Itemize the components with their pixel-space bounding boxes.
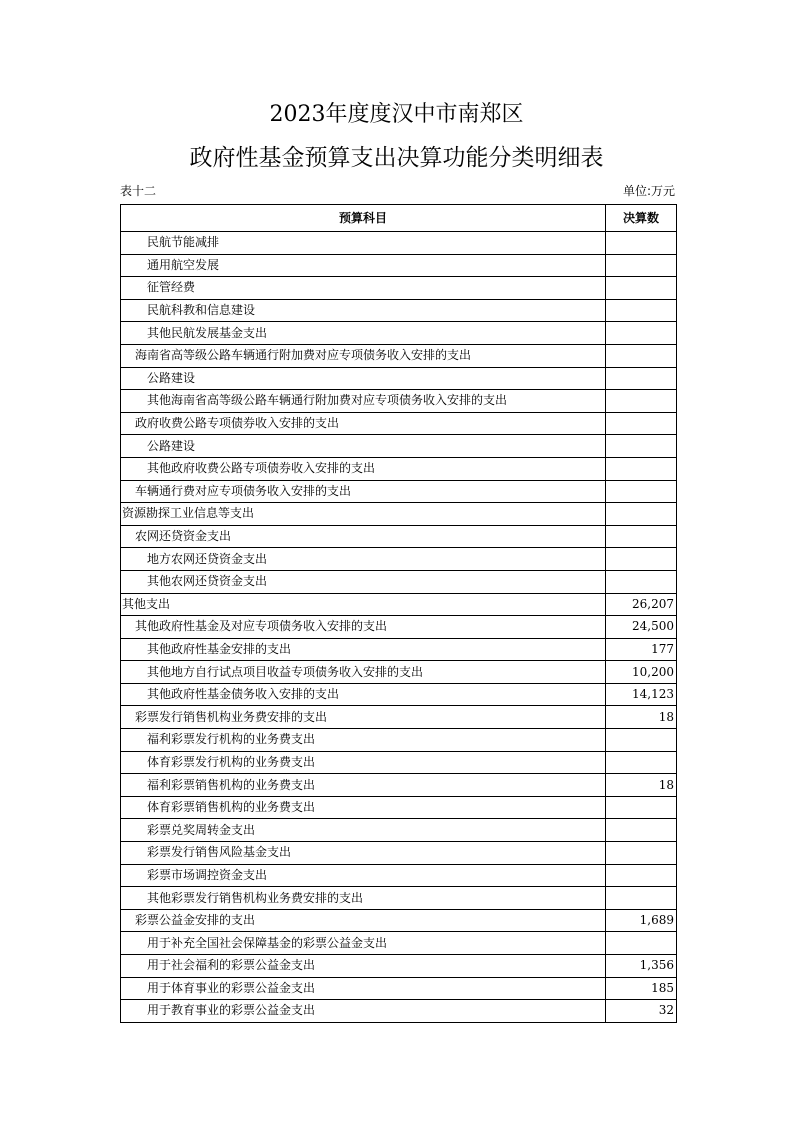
table-row xyxy=(121,344,677,367)
row-subject: 公路建设 xyxy=(121,367,606,390)
row-amount: 1,356 xyxy=(606,955,677,978)
row-amount xyxy=(606,842,677,865)
row-amount: 24,500 xyxy=(606,616,677,639)
row-subject: 其他海南省高等级公路车辆通行附加费对应专项债务收入安排的支出 xyxy=(121,390,606,413)
table-row xyxy=(121,887,677,910)
table-row xyxy=(121,842,677,865)
table-header-row xyxy=(121,205,677,232)
table-row xyxy=(121,751,677,774)
row-amount xyxy=(606,503,677,526)
row-amount: 1,689 xyxy=(606,909,677,932)
table-body xyxy=(121,232,677,1023)
row-subject: 体育彩票销售机构的业务费支出 xyxy=(121,796,606,819)
row-amount xyxy=(606,887,677,910)
row-amount xyxy=(606,796,677,819)
row-subject: 车辆通行费对应专项债务收入安排的支出 xyxy=(121,480,606,503)
table-row xyxy=(121,774,677,797)
row-amount xyxy=(606,932,677,955)
row-subject: 用于社会福利的彩票公益金支出 xyxy=(121,955,606,978)
page-title-line1: 2023年度度汉中市南郑区 xyxy=(269,102,524,127)
row-amount xyxy=(606,548,677,571)
row-amount xyxy=(606,525,677,548)
row-amount xyxy=(606,412,677,435)
row-subject: 民航节能减排 xyxy=(121,232,606,255)
row-amount xyxy=(606,254,677,277)
row-subject: 政府收费公路专项债券收入安排的支出 xyxy=(121,412,606,435)
row-subject: 彩票发行销售风险基金支出 xyxy=(121,842,606,865)
row-amount: 10,200 xyxy=(606,661,677,684)
row-amount xyxy=(606,480,677,503)
table-row xyxy=(121,864,677,887)
table-row xyxy=(121,390,677,413)
row-amount xyxy=(606,299,677,322)
table-row xyxy=(121,570,677,593)
row-amount: 14,123 xyxy=(606,683,677,706)
row-subject: 福利彩票发行机构的业务费支出 xyxy=(121,729,606,752)
column-header-amount: 决算数 xyxy=(606,205,677,232)
table-row xyxy=(121,548,677,571)
row-amount: 32 xyxy=(606,1000,677,1023)
row-subject: 通用航空发展 xyxy=(121,254,606,277)
row-subject: 地方农网还贷资金支出 xyxy=(121,548,606,571)
row-subject: 其他政府性基金债务收入安排的支出 xyxy=(121,683,606,706)
row-subject: 资源勘探工业信息等支出 xyxy=(121,503,606,526)
row-amount: 18 xyxy=(606,774,677,797)
table-row xyxy=(121,232,677,255)
table-row xyxy=(121,796,677,819)
row-amount xyxy=(606,344,677,367)
row-subject: 其他地方自行试点项目收益专项债务收入安排的支出 xyxy=(121,661,606,684)
table-row xyxy=(121,909,677,932)
row-subject: 福利彩票销售机构的业务费支出 xyxy=(121,774,606,797)
row-subject: 用于教育事业的彩票公益金支出 xyxy=(121,1000,606,1023)
row-amount xyxy=(606,729,677,752)
table-row xyxy=(121,977,677,1000)
row-amount: 26,207 xyxy=(606,593,677,616)
row-subject: 其他彩票发行销售机构业务费安排的支出 xyxy=(121,887,606,910)
row-subject: 彩票公益金安排的支出 xyxy=(121,909,606,932)
table-row xyxy=(121,729,677,752)
row-subject: 彩票兑奖周转金支出 xyxy=(121,819,606,842)
row-amount xyxy=(606,232,677,255)
row-subject: 其他政府收费公路专项债券收入安排的支出 xyxy=(121,457,606,480)
table-row xyxy=(121,412,677,435)
table-row xyxy=(121,480,677,503)
row-amount xyxy=(606,277,677,300)
table-number-label: 表十二 xyxy=(120,184,157,198)
row-subject: 其他支出 xyxy=(121,593,606,616)
table-row xyxy=(121,457,677,480)
row-subject: 体育彩票发行机构的业务费支出 xyxy=(121,751,606,774)
table-row xyxy=(121,616,677,639)
row-subject: 用于补充全国社会保障基金的彩票公益金支出 xyxy=(121,932,606,955)
page-title-line2: 政府性基金预算支出决算功能分类明细表 xyxy=(189,145,604,171)
row-amount xyxy=(606,819,677,842)
table-row xyxy=(121,638,677,661)
row-amount xyxy=(606,390,677,413)
table-row xyxy=(121,683,677,706)
row-subject: 民航科教和信息建设 xyxy=(121,299,606,322)
row-amount xyxy=(606,570,677,593)
table-row xyxy=(121,1000,677,1023)
table-row xyxy=(121,299,677,322)
row-subject: 其他民航发展基金支出 xyxy=(121,322,606,345)
row-subject: 海南省高等级公路车辆通行附加费对应专项债务收入安排的支出 xyxy=(121,344,606,367)
row-amount: 18 xyxy=(606,706,677,729)
table-row xyxy=(121,661,677,684)
table-row xyxy=(121,277,677,300)
row-amount xyxy=(606,457,677,480)
row-amount xyxy=(606,367,677,390)
column-header-subject: 预算科目 xyxy=(121,205,606,232)
table-row xyxy=(121,435,677,458)
row-subject: 其他农网还贷资金支出 xyxy=(121,570,606,593)
table-row xyxy=(121,819,677,842)
row-subject: 彩票市场调控资金支出 xyxy=(121,864,606,887)
row-subject: 彩票发行销售机构业务费安排的支出 xyxy=(121,706,606,729)
row-amount: 177 xyxy=(606,638,677,661)
table-row xyxy=(121,593,677,616)
row-amount: 185 xyxy=(606,977,677,1000)
row-amount xyxy=(606,435,677,458)
table-row xyxy=(121,322,677,345)
table-row xyxy=(121,367,677,390)
row-amount xyxy=(606,751,677,774)
unit-label: 单位:万元 xyxy=(622,184,675,198)
table-row xyxy=(121,254,677,277)
row-subject: 农网还贷资金支出 xyxy=(121,525,606,548)
table-row xyxy=(121,932,677,955)
table-row xyxy=(121,503,677,526)
budget-table xyxy=(120,204,677,1023)
table-row xyxy=(121,525,677,548)
row-subject: 其他政府性基金安排的支出 xyxy=(121,638,606,661)
row-subject: 公路建设 xyxy=(121,435,606,458)
row-amount xyxy=(606,322,677,345)
row-subject: 用于体育事业的彩票公益金支出 xyxy=(121,977,606,1000)
row-amount xyxy=(606,864,677,887)
row-subject: 其他政府性基金及对应专项债务收入安排的支出 xyxy=(121,616,606,639)
table-row xyxy=(121,706,677,729)
table-row xyxy=(121,955,677,978)
row-subject: 征管经费 xyxy=(121,277,606,300)
